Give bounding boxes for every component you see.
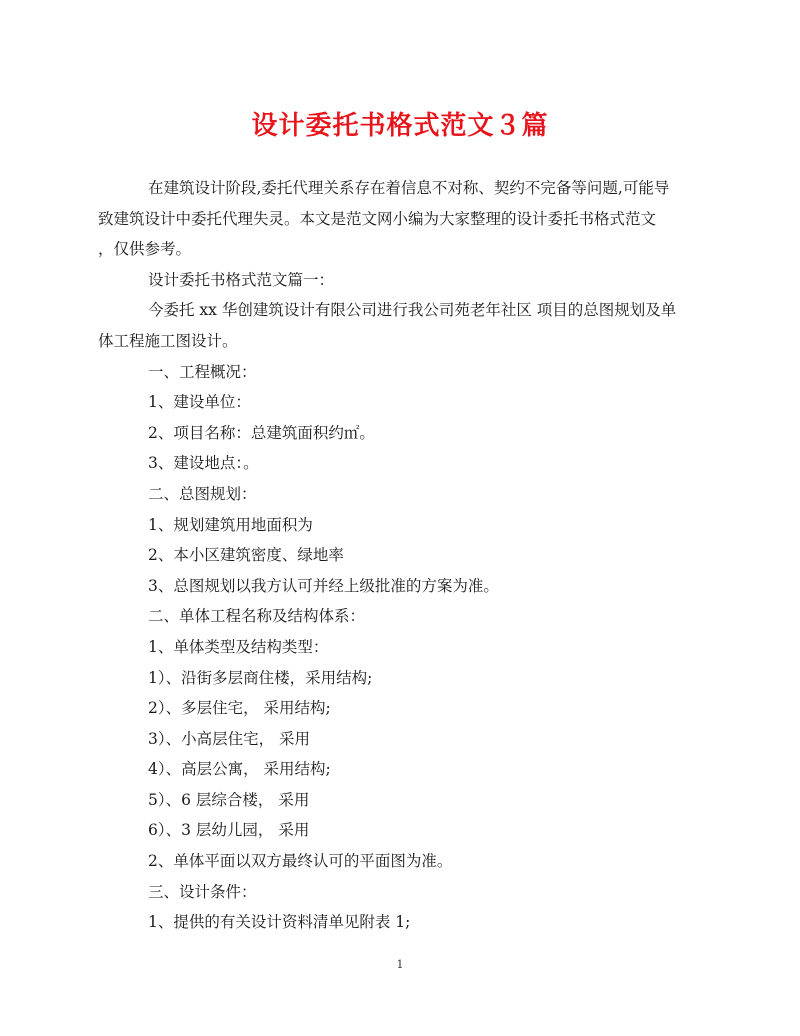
- item-text: 一、工程概况：: [148, 362, 257, 381]
- item-text: 2、项目名称：总建筑面积约㎡。: [148, 423, 375, 442]
- item-line: [148, 663, 704, 694]
- item-line: [148, 571, 704, 602]
- item-line: [148, 479, 704, 510]
- commission-paragraph: [98, 295, 704, 356]
- item-text: 三、设计条件：: [148, 882, 257, 901]
- item-text: 6）、3 层幼儿园， 采用: [148, 821, 310, 840]
- item-text: 1、提供的有关设计资料清单见附表 1;: [148, 913, 411, 932]
- item-line: [148, 693, 704, 724]
- item-text: 1、单体类型及结构类型：: [148, 637, 329, 656]
- item-text: 1、建设单位：: [148, 393, 251, 412]
- section-one-heading: [148, 265, 704, 296]
- item-line: [148, 632, 704, 663]
- item-line: [148, 510, 704, 541]
- item-text: 2、单体平面以双方最终认可的平面图为准。: [148, 852, 453, 871]
- item-text: 3、建设地点：。: [148, 454, 259, 473]
- item-text: 4）、高层公寓， 采用结构;: [148, 760, 331, 779]
- intro-paragraph: [98, 173, 704, 265]
- item-line: [148, 387, 704, 418]
- commission-line-1: 今委托 xx 华创建筑设计有限公司进行我公司苑老年社区 项目的总图规划及单: [148, 301, 677, 320]
- item-text: 二、单体工程名称及结构体系：: [148, 607, 366, 626]
- section-one-heading-text: 设计委托书格式范文篇一：: [148, 270, 335, 289]
- item-line: [148, 540, 704, 571]
- item-text: 3）、小高层住宅， 采用: [148, 729, 311, 748]
- item-text: 2、本小区建筑密度、绿地率: [148, 546, 344, 565]
- item-text: 2）、多层住宅， 采用结构;: [148, 699, 331, 718]
- commission-line-2: 体工程施工图设计。: [98, 331, 238, 350]
- item-line: [148, 418, 704, 449]
- item-line: [148, 357, 704, 388]
- item-text: 1、规划建筑用地面积为: [148, 515, 313, 534]
- item-text: 二、总图规划：: [148, 484, 257, 503]
- intro-line-1: 在建筑设计阶段,委托代理关系存在着信息不对称、契约不完备等问题,可能导: [148, 179, 670, 197]
- page-number: 1: [396, 958, 404, 971]
- item-line: [148, 754, 704, 785]
- intro-line-2: 致建筑设计中委托代理失灵。本文是范文网小编为大家整理的设计委托书格式范文: [98, 209, 657, 228]
- item-line: [148, 846, 704, 877]
- item-line: [148, 785, 704, 816]
- item-line: [148, 448, 704, 479]
- item-line: [148, 601, 704, 632]
- item-line: [148, 877, 704, 908]
- item-line: [148, 907, 704, 938]
- item-line: [148, 724, 704, 755]
- document-title: 设计委托书格式范文３篇: [251, 111, 549, 141]
- item-text: 5）、6 层综合楼， 采用: [148, 790, 310, 809]
- item-text: 3、总图规划以我方认可并经上级批准的方案为准。: [148, 576, 499, 595]
- item-line: [148, 815, 704, 846]
- item-text: 1）、沿街多层商住楼，采用结构;: [148, 668, 373, 687]
- intro-line-3: ，仅供参考。: [98, 240, 192, 259]
- document-body: [98, 173, 704, 938]
